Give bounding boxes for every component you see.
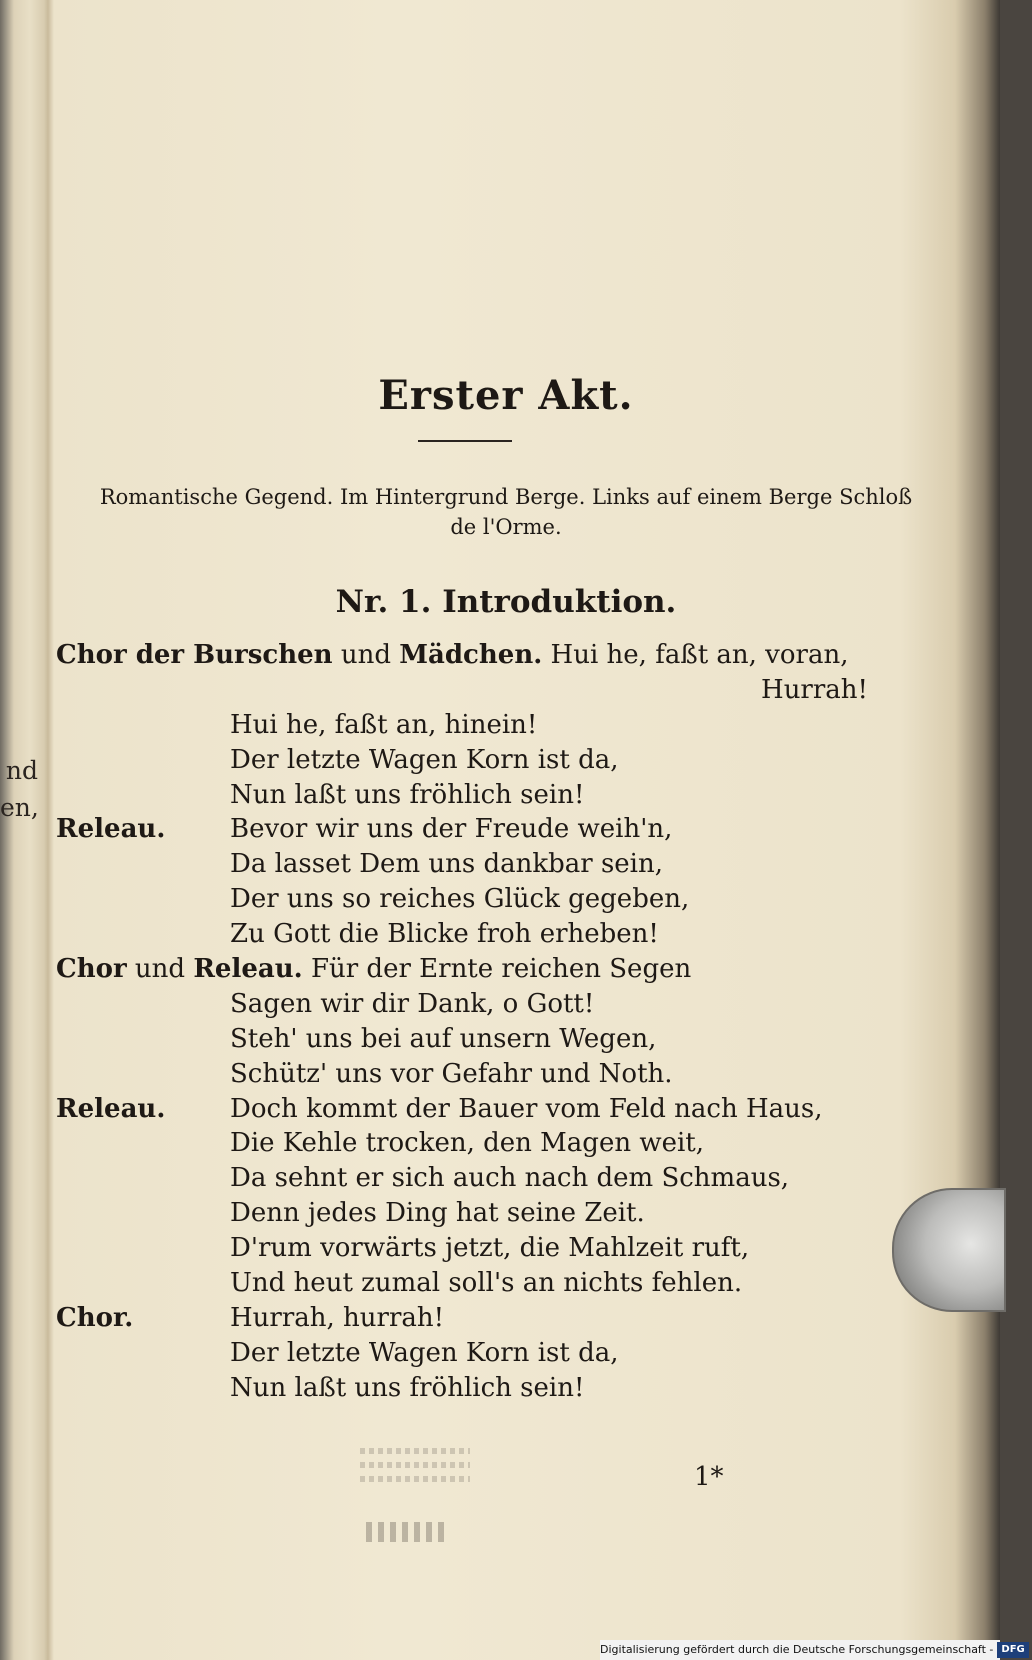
verse-text: Nun laßt uns fröhlich sein! xyxy=(230,779,585,810)
verse-text: Sagen wir dir Dank, o Gott! xyxy=(230,988,595,1019)
number-title: Nr. 1. Introduktion. xyxy=(335,584,677,620)
verse-text: Hui he, faßt an, voran, xyxy=(550,640,849,670)
speaker-name: Chor. xyxy=(56,1302,134,1333)
verse-line xyxy=(56,1022,876,1057)
verse-line xyxy=(56,673,876,708)
verse-text: Und heut zumal soll's an nichts fehlen. xyxy=(230,1268,743,1299)
page-content xyxy=(56,0,956,1660)
verse-text: Für der Ernte reichen Segen xyxy=(310,954,692,985)
library-stamp-mark xyxy=(366,1522,446,1542)
verse-line xyxy=(56,638,876,673)
verse-text: Der letzte Wagen Korn ist da, xyxy=(230,1337,619,1368)
scene-description-line: Romantische Gegend. Im Hintergrund Berge. Links auf einem Berge Schloß xyxy=(99,485,913,509)
verse-line xyxy=(56,708,876,743)
verse-text: Steh' uns bei auf unsern Wegen, xyxy=(230,1023,657,1054)
page-number: 1* xyxy=(694,1462,724,1492)
verse-line xyxy=(56,1126,876,1161)
speaker-name: Chor xyxy=(56,954,127,985)
speaker-name: Mädchen. xyxy=(399,640,543,670)
speaker-join: und xyxy=(134,954,186,985)
digitization-footer xyxy=(600,1640,1025,1660)
speaker-name: Releau. xyxy=(56,1093,166,1124)
speaker-name: Releau. xyxy=(193,954,303,985)
verse-text: Schütz' uns vor Gefahr und Noth. xyxy=(230,1058,673,1089)
verse-text: Zu Gott die Blicke froh erheben! xyxy=(230,919,659,950)
verse-text: Hurrah! xyxy=(761,674,868,705)
verse-line xyxy=(56,952,876,987)
verse-line xyxy=(56,987,876,1022)
verse-line xyxy=(56,778,876,813)
verse-line xyxy=(56,1057,876,1092)
speaker-join: und xyxy=(340,640,391,670)
speaker-cue-line xyxy=(56,952,691,987)
verse-text: Hui he, faßt an, hinein! xyxy=(230,709,538,740)
title-divider xyxy=(418,440,512,442)
verse-line xyxy=(56,1231,876,1266)
verse-text: Die Kehle trocken, den Magen weit, xyxy=(230,1128,705,1159)
library-stamp xyxy=(360,1440,470,1510)
footer-text: Digitalisierung gefördert durch die Deutsche Forschungsgemeinschaft - xyxy=(600,1643,994,1656)
verse-line xyxy=(56,1301,876,1336)
verse-line xyxy=(56,1161,876,1196)
verse-block xyxy=(56,638,876,1406)
verse-text: D'rum vorwärts jetzt, die Mahlzeit ruft, xyxy=(230,1233,750,1264)
adjacent-page-line: nd xyxy=(5,756,38,785)
dfg-logo: DFG xyxy=(997,1642,1028,1658)
verse-text: Nun laßt uns fröhlich sein! xyxy=(230,1372,585,1403)
verse-line xyxy=(56,1266,876,1301)
verse-line xyxy=(56,1196,876,1231)
verse-text: Der letzte Wagen Korn ist da, xyxy=(230,744,619,775)
verse-text: Doch kommt der Bauer vom Feld nach Haus, xyxy=(230,1093,823,1124)
adjacent-page-line: en, xyxy=(0,793,39,822)
verse-text: Denn jedes Ding hat seine Zeit. xyxy=(230,1198,645,1229)
act-title: Erster Akt. xyxy=(378,372,634,419)
scene-description-line: de l'Orme. xyxy=(450,515,562,539)
verse-text: Da lasset Dem uns dankbar sein, xyxy=(230,849,663,880)
verse-text: Bevor wir uns der Freude weih'n, xyxy=(230,814,673,845)
verse-line xyxy=(56,743,876,778)
speaker-cue-line xyxy=(56,638,848,673)
verse-line xyxy=(56,847,876,882)
speaker-name: Releau. xyxy=(56,814,166,845)
verse-line xyxy=(56,882,876,917)
page-clip xyxy=(892,1188,1006,1312)
verse-line xyxy=(56,917,876,952)
verse-text: Da sehnt er sich auch nach dem Schmaus, xyxy=(230,1163,790,1194)
verse-text: Der uns so reiches Glück gegeben, xyxy=(230,884,690,915)
verse-line xyxy=(56,1092,876,1127)
verse-line xyxy=(56,1371,876,1406)
scene-description xyxy=(56,482,956,542)
verse-line xyxy=(56,1336,876,1371)
verse-text: Hurrah, hurrah! xyxy=(230,1302,445,1333)
verse-line xyxy=(56,812,876,847)
adjacent-page-fragment xyxy=(0,752,46,826)
speaker-name: Chor der Burschen xyxy=(56,640,333,670)
